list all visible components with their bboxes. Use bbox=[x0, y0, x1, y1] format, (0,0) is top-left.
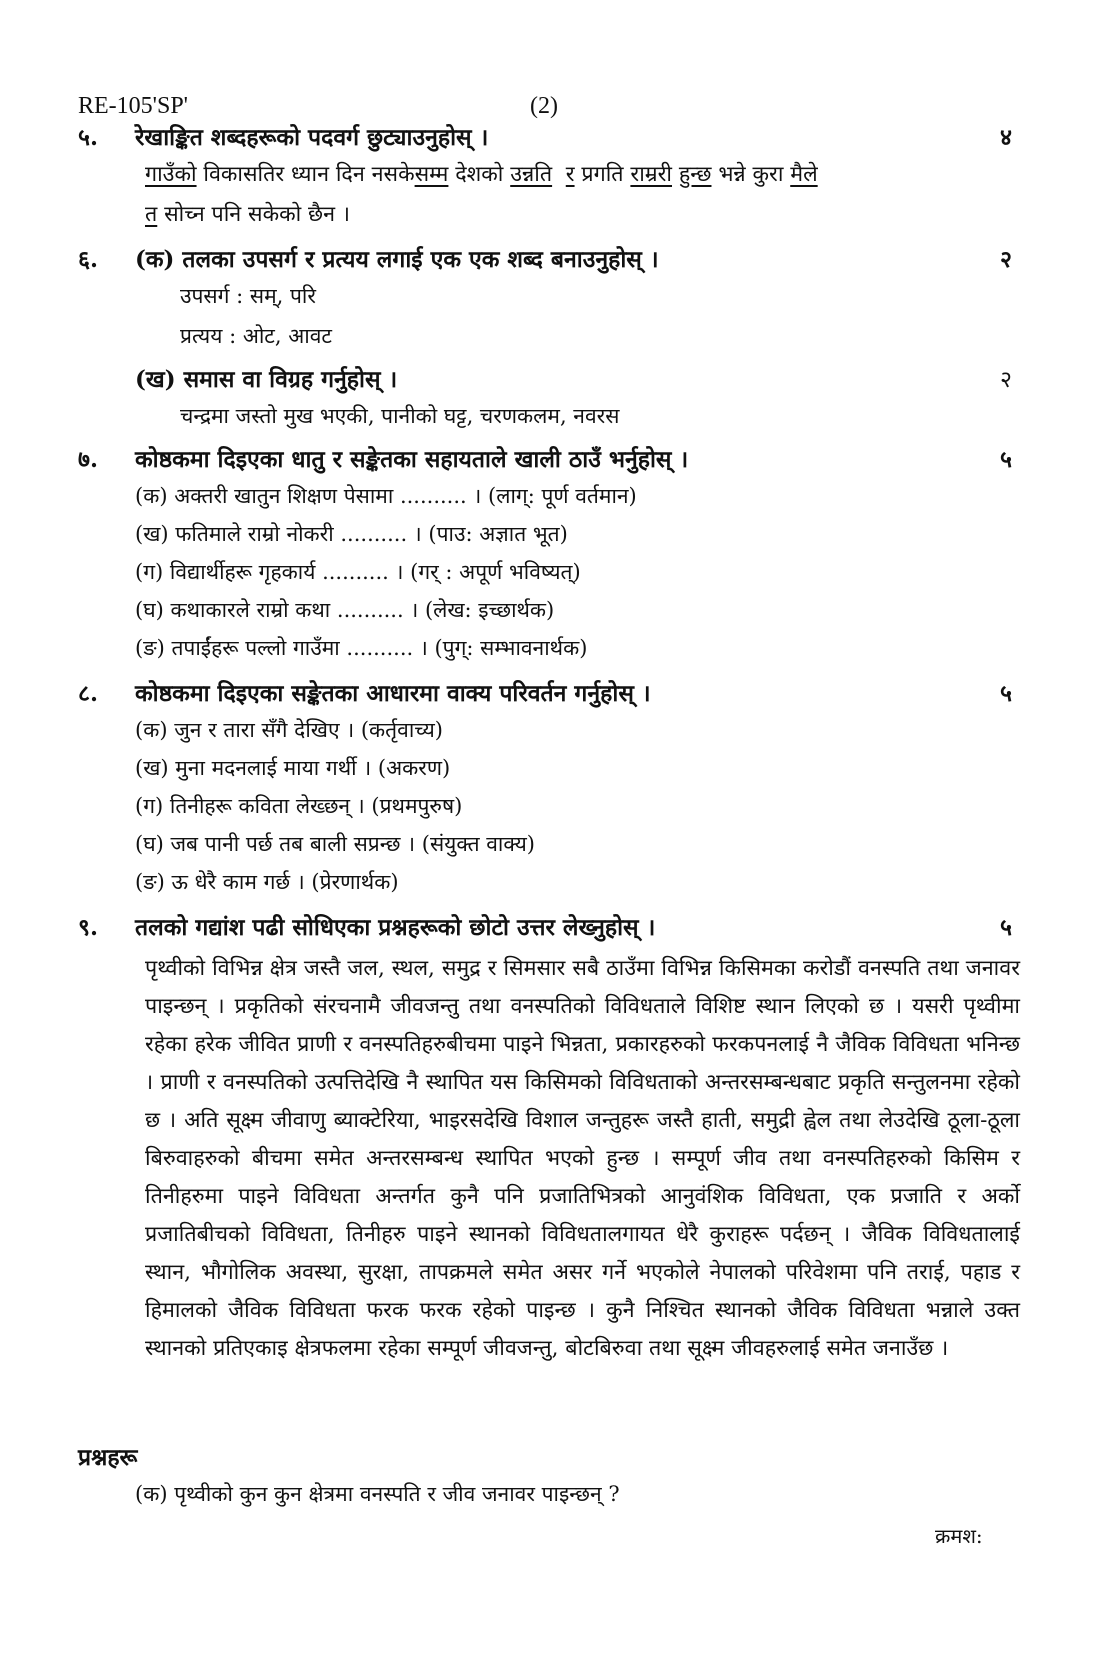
q5-underlined-word: मैले bbox=[790, 162, 818, 187]
q8-marks: ५ bbox=[1000, 680, 1012, 707]
q5-number: ५. bbox=[78, 124, 98, 151]
q5-underlined-word: र bbox=[565, 162, 575, 187]
exam-code: RE-105'SP' bbox=[78, 93, 189, 119]
q8-item: (ङ) ऊ धेरै काम गर्छ । (प्रेरणार्थक) bbox=[135, 870, 399, 894]
q8-item: (ग) तिनीहरू कविता लेख्छन् । (प्रथमपुरुष) bbox=[135, 794, 463, 818]
q9-title: तलको गद्यांश पढी सोधिएका प्रश्नहरूको छोटो उत्तर लेख्नुहोस् । bbox=[135, 914, 656, 941]
q8-item: (घ) जब पानी पर्छ तब बाली सप्रन्छ । (संयुक्त वाक्य) bbox=[135, 832, 535, 856]
q6a-title: (क) तलका उपसर्ग र प्रत्यय लगाई एक एक शब्द बनाउनुहोस् । bbox=[135, 246, 659, 273]
q7-item: (ङ) तपाईंहरू पल्लो गाउँमा .......... । (पुग्: सम्भावनार्थक) bbox=[135, 636, 588, 660]
q6-number: ६. bbox=[78, 246, 98, 273]
questions-heading: प्रश्नहरू bbox=[78, 1444, 138, 1471]
q9-marks: ५ bbox=[1000, 914, 1012, 941]
q6b-items: चन्द्रमा जस्तो मुख भएकी, पानीको घट्ट, चरणकलम, नवरस bbox=[180, 404, 620, 428]
q7-item: (ग) विद्यार्थीहरू गृहकार्य .......... । (गर् : अपूर्ण भविष्यत्) bbox=[135, 560, 581, 584]
q7-item: (घ) कथाकारले राम्रो कथा .......... । (लेख: इच्छार्थक) bbox=[135, 598, 555, 622]
q9-question-a: (क) पृथ्वीको कुन कुन क्षेत्रमा वनस्पति र जीव जनावर पाइन्छन् ? bbox=[135, 1482, 620, 1506]
q7-title: कोष्ठकमा दिइएका धातु र सङ्केतका सहायताले खाली ठाउँ भर्नुहोस् । bbox=[135, 446, 689, 473]
continued-label: क्रमश: bbox=[935, 1524, 983, 1548]
q7-marks: ५ bbox=[1000, 446, 1012, 473]
q6a-marks: २ bbox=[1000, 246, 1012, 273]
q6a-pratyaya: प्रत्यय : ओट, आवट bbox=[180, 324, 332, 348]
q5-underlined-word: सम्म bbox=[414, 162, 449, 187]
q6b-marks: २ bbox=[1000, 367, 1012, 393]
q5-underlined-word: त bbox=[145, 202, 158, 227]
page-number: (2) bbox=[530, 93, 558, 119]
q5-sentence-line1: गाउँको विकासतिर ध्यान दिन नसकेसम्म देशको उन्नति र प्रगति राम्ररी हुन्छ भन्ने कुरा मैले bbox=[145, 162, 818, 187]
q8-number: ८. bbox=[78, 680, 98, 707]
q5-sentence-line2: त सोच्न पनि सकेको छैन । bbox=[145, 202, 350, 227]
q5-underlined-word: गाउँको bbox=[145, 162, 197, 187]
q5-underlined-word: राम्ररी bbox=[630, 162, 672, 187]
q5-marks: ४ bbox=[1000, 124, 1012, 151]
q7-item: (ख) फतिमाले राम्रो नोकरी .......... । (पाउ: अज्ञात भूत) bbox=[135, 522, 568, 546]
q9-number: ९. bbox=[78, 914, 98, 941]
q6a-upasarga: उपसर्ग : सम्, परि bbox=[180, 284, 316, 308]
q8-item: (ख) मुना मदनलाई माया गर्थी । (अकरण) bbox=[135, 756, 451, 780]
q8-title: कोष्ठकमा दिइएका सङ्केतका आधारमा वाक्य परिवर्तन गर्नुहोस् । bbox=[135, 680, 651, 707]
q7-number: ७. bbox=[78, 446, 98, 473]
q5-underlined-word: उन्नति bbox=[510, 162, 553, 187]
q6b-title: (ख) समास वा विग्रह गर्नुहोस् । bbox=[135, 366, 398, 393]
q9-passage: पृथ्वीको विभिन्न क्षेत्र जस्तै जल, स्थल, समुद्र र सिमसार सबै ठाउँमा विभिन्न किसिमका करोडौं वनस्पति तथा जनावर पाइन्छन् । प्रकृतिको संरचनामै जीवजन्तु तथा वनस्पतिको विविधताले विशिष्ट स्थान लिएको छ । यसरी पृथ्वीमा रहेका हरेक जीवित प्राणी र वनस्पतिहरुबीचमा पाइने भिन्नता, प्रकारहरुको फरकपनलाई नै जैविक विविधता भनिन्छ । प्राणी र वनस्पतिको उत्पत्तिदेखि नै स्थापित यस किसिमको विविधताको अन्तरसम्बन्धबाट प्रकृति सन्तुलनमा रहेको छ । अति सूक्ष्म जीवाणु ब्याक्टेरिया, भाइरसदेखि विशाल जन्तुहरू जस्तै हाती, समुद्री ह्वेल तथा लेउदेखि ठूला-ठूला बिरुवाहरुको बीचमा समेत अन्तरसम्बन्ध स्थापित भएको हुन्छ । सम्पूर्ण जीव तथा वनस्पतिहरुको किसिम र तिनीहरुमा पाइने विविधता अन्तर्गत कुनै पनि प्रजातिभित्रको आनुवंशिक विविधता, एक प्रजाति र अर्को प्रजातिबीचको विविधता, तिनीहरु पाइने स्थानको विविधतालगायत धेरै कुराहरू पर्दछन् । जैविक विविधतालाई स्थान, भौगोलिक अवस्था, सुरक्षा, तापक्रमले समेत असर गर्ने भएकोले नेपालको परिवेशमा पनि तराई, पहाड र हिमालको जैविक विविधता फरक फरक रहेको पाइन्छ । कुनै निश्चित स्थानको जैविक विविधता भन्नाले उक्त स्थानको प्रतिएकाइ क्षेत्रफलमा रहेका सम्पूर्ण जीवजन्तु, बोटबिरुवा तथा सूक्ष्म जीवहरुलाई समेत जनाउँछ । bbox=[145, 956, 1020, 1361]
q8-item: (क) जुन र तारा सँगै देखिए । (कर्तृवाच्य) bbox=[135, 718, 443, 742]
q5-title: रेखाङ्कित शब्दहरूको पदवर्ग छुट्याउनुहोस् । bbox=[135, 124, 489, 151]
q7-item: (क) अक्तरी खातुन शिक्षण पेसामा .......... । (लाग्: पूर्ण वर्तमान) bbox=[135, 484, 637, 508]
q5-underlined-word: हुन्छ bbox=[678, 162, 712, 187]
